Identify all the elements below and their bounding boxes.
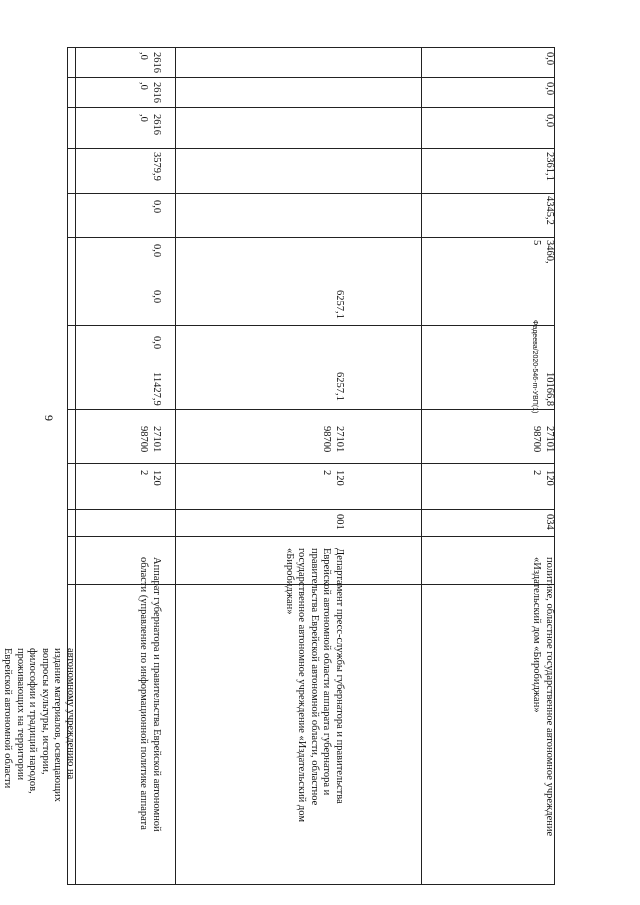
val-csr-row1: 27101 98700 [531, 426, 555, 455]
val-c2-row3: 0,0 [151, 290, 162, 304]
val-c5-row1: 2361,1 [544, 152, 555, 181]
val-c1-row3: 0,0 [151, 336, 162, 350]
val-c4-row3: 0,0 [151, 200, 162, 214]
val-rzpr-row3: 120 2 [138, 470, 162, 489]
val-c3-row1: 3460, 5 [531, 240, 555, 267]
val-c8-row3: 2616 ,0 [138, 52, 162, 76]
val-c6-row1: 0,0 [544, 114, 555, 128]
val-total-row3: 11427,9 [151, 372, 162, 406]
val-csr-row3: 27101 98700 [138, 426, 162, 455]
val-rzpr-row2: 120 2 [321, 470, 345, 489]
val-name-row2: Департамент пресс-службы губернатора и правительства Еврейской автономной области аппарата губернатора и правительства Еврейской автономной области, областное государственное автономное учреждение «Издательский дом «Биробиджан» [284, 548, 345, 825]
val-c4-row1: 4345,2 [544, 196, 555, 225]
val-c5-row3: 3579,9 [151, 152, 162, 181]
page-number: 9 [42, 415, 56, 421]
val-c7-row3: 2616 ,0 [138, 82, 162, 106]
val-csr-row2: 27101 98700 [321, 426, 345, 455]
val-total-row1: 10166,8 [544, 372, 555, 407]
val-c6-row3: 2616 ,0 [138, 114, 162, 138]
val-code-row1: 034 [544, 514, 555, 530]
val-total-row2: 6257,1 [334, 372, 345, 401]
val-c3-row3: 0,0 [151, 244, 162, 258]
val-rzpr-row1: 120 2 [531, 470, 555, 489]
val-c7-row1: 0,0 [544, 82, 555, 96]
val-c8-row1: 0,0 [544, 52, 555, 66]
val-purpose: автономному учреждению на издание материалов, освещающих вопросы культуры, истории, философии и традиций народов, проживающих на территории Еврейской автономной области [2, 648, 76, 805]
val-name-row1: политике, областное государственное автономное учреждение «Издательский дом «Биробиджан» [531, 557, 555, 839]
document-stamp: Фадеева/2020-546-m-УВП(1) [531, 320, 538, 414]
val-c2-row2: 6257,1 [334, 290, 345, 319]
val-code-row2: 001 [334, 514, 345, 530]
val-name-row3: Аппарат губернатора и правительства Еврейской автономной области (управление по информационной политике аппарата [138, 557, 162, 835]
